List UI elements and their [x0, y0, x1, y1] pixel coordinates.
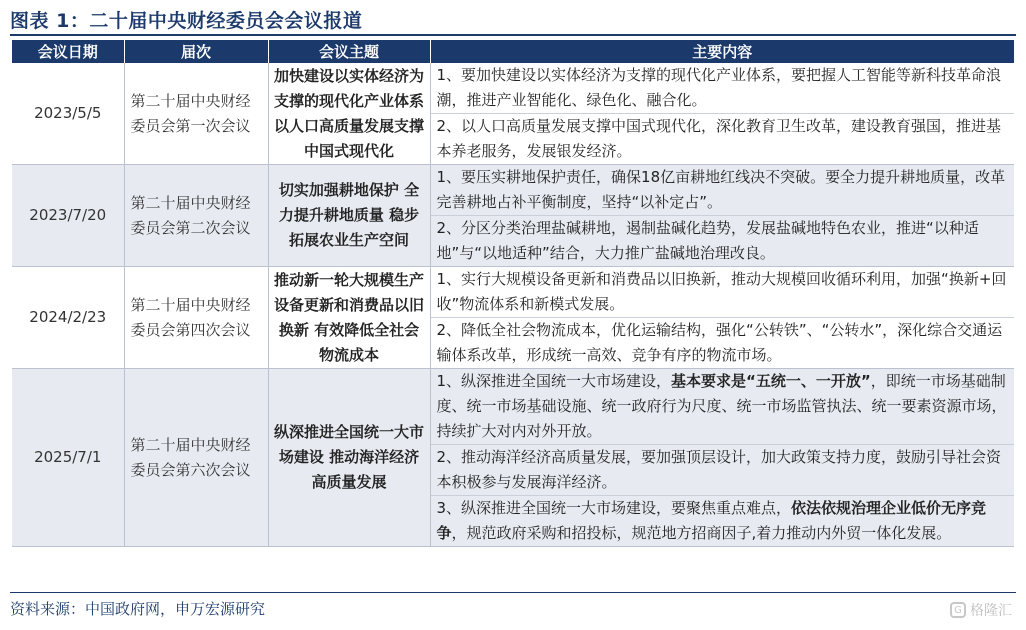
meeting-content — [430, 63, 1014, 165]
content-point — [437, 63, 1009, 113]
meeting-theme: 加快建设以实体经济为支撑的现代化产业体系 以人口高质量发展支撑中国式现代化 — [268, 63, 430, 165]
content-text: 1、要压实耕地保护责任，确保18亿亩耕地红线决不突破。要全力提升耕地质量，改革完善耕地占补平衡制度，坚持“以补定占”。 — [436, 168, 1006, 211]
meeting-session: 第二十届中央财经委员会第二次会议 — [124, 165, 268, 267]
meeting-theme: 切实加强耕地保护 全力提升耕地质量 稳步拓展农业生产空间 — [268, 165, 430, 267]
table-body — [12, 63, 1014, 547]
watermark-text: 格隆汇 — [970, 603, 1012, 619]
meeting-content — [430, 165, 1014, 267]
figure-title: 图表 1：二十届中央财经委员会会议报道 — [10, 10, 363, 32]
table-row — [12, 267, 1014, 369]
highlighted-text: 依法依规治理企业低价无序竞争 — [436, 499, 987, 542]
content-text: ，规范政府采购和招投标，规范地方招商因子,着力推动内外贸一体化发展。 — [451, 524, 952, 542]
meeting-content — [430, 267, 1014, 369]
watermark — [950, 600, 1012, 620]
content-point — [431, 113, 1015, 164]
header-date: 会议日期 — [12, 40, 124, 63]
meeting-content — [430, 369, 1014, 547]
content-point — [437, 369, 1009, 444]
content-point — [437, 267, 1009, 317]
content-text: 2、以人口高质量发展支撑中国式现代化，深化教育卫生改革，建设教育强国，推进基本养老服务，发展银发经济。 — [436, 117, 1002, 160]
meeting-table — [12, 40, 1014, 547]
watermark-logo-icon: G — [950, 602, 966, 618]
meeting-session: 第二十届中央财经委员会第四次会议 — [124, 267, 268, 369]
content-point — [431, 495, 1015, 546]
meeting-date: 2024/2/23 — [12, 267, 124, 369]
meeting-session: 第二十届中央财经委员会第六次会议 — [124, 369, 268, 547]
header-theme: 会议主题 — [268, 40, 430, 63]
table-row — [12, 369, 1014, 547]
header-session: 届次 — [124, 40, 268, 63]
source-note: 资料来源：中国政府网，申万宏源研究 — [10, 600, 266, 618]
meeting-theme: 推动新一轮大规模生产设备更新和消费品以旧换新 有效降低全社会物流成本 — [268, 267, 430, 369]
table-row — [12, 165, 1014, 267]
content-text: ，即统一市场基础制度、统一市场基础设施、统一政府行为尺度、统一市场监管执法、统一要素资源市场，持续扩大对内对外开放。 — [436, 372, 1007, 440]
meeting-theme: 纵深推进全国统一大市场建设 推动海洋经济高质量发展 — [268, 369, 430, 547]
content-text: 1、纵深推进全国统一大市场建设， — [436, 372, 672, 390]
content-point — [431, 215, 1015, 266]
header-content: 主要内容 — [430, 40, 1014, 63]
content-text: 2、推动海洋经济高质量发展，要加强顶层设计，加大政策支持力度，鼓励引导社会资本积极参与发展海洋经济。 — [436, 448, 1002, 491]
table-header-row — [12, 40, 1014, 63]
table-row — [12, 63, 1014, 165]
content-text: 2、分区分类治理盐碱耕地，遏制盐碱化趋势，发展盐碱地特色农业，推进“以种适地”与“以地适种”结合，大力推广盐碱地治理改良。 — [436, 219, 979, 262]
content-text: 2、降低全社会物流成本，优化运输结构，强化“公转铁”、“公转水”，深化综合交通运输体系改革，形成统一高效、竞争有序的物流市场。 — [436, 321, 1003, 364]
meeting-date: 2023/5/5 — [12, 63, 124, 165]
content-text: 1、实行大规模设备更新和消费品以旧换新，推动大规模回收循环利用，加强“换新+回收”物流体系和新模式发展。 — [436, 270, 1007, 313]
content-point — [431, 317, 1015, 368]
content-text: 3、纵深推进全国统一大市场建设，要聚焦重点难点， — [436, 499, 792, 517]
footer-divider — [10, 592, 1016, 593]
title-divider — [10, 34, 1016, 36]
meeting-date: 2025/7/1 — [12, 369, 124, 547]
content-point — [431, 444, 1015, 495]
highlighted-text: 基本要求是“五统一、一开放” — [671, 372, 871, 390]
content-point — [437, 165, 1009, 215]
meeting-session: 第二十届中央财经委员会第一次会议 — [124, 63, 268, 165]
meeting-date: 2023/7/20 — [12, 165, 124, 267]
content-text: 1、要加快建设以实体经济为支撑的现代化产业体系，要把握人工智能等新科技革命浪潮，推进产业智能化、绿色化、融合化。 — [436, 66, 1002, 109]
